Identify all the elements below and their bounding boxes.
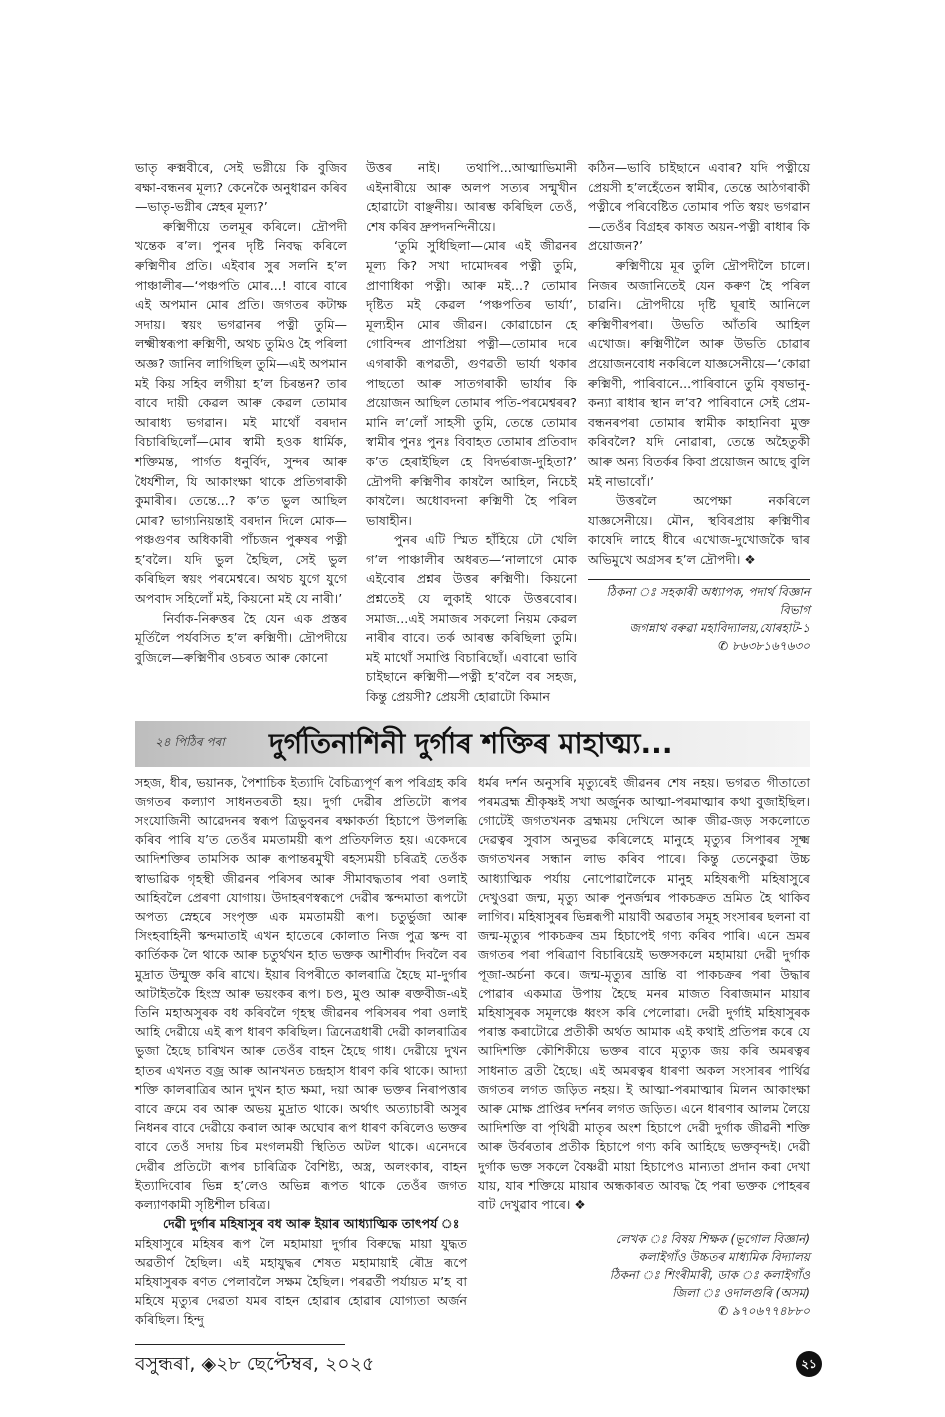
byline-line: জিলা ঃ ওদালগুৰি (অসম) xyxy=(672,1286,810,1301)
paragraph: ভাতৃ ৰুক্মবীৰে, সেই ভগ্নীয়ে কি বুজিব ৰক্ষা-বন্ধনৰ মূল্য? কেনেকৈ অনুধাৱন কৰিব—ভাতৃ-ভগ্নীৰ স্নেহৰ মূল্য?’ xyxy=(135,160,347,215)
byline-line: জগন্নাথ বৰুৱা মহাবিদ্যালয়,যোৰহাট-১ xyxy=(629,621,810,636)
magazine-page xyxy=(135,0,817,1417)
story1-column-3 xyxy=(588,158,810,655)
paragraph: ‘তুমি সুধিছিলা—মোৰ এই জীৱনৰ মূল্য কি? সখা দামোদৰৰ পত্নী তুমি, প্ৰাণাধিকা পত্নী। আৰু মই...? তোমাৰ দৃষ্টিত মই কেৱল ‘পঞ্চপতিৰ ভাৰ্যা’, মূল্যহীন মোৰ জীৱন। কোৱাচোন হে গোবিন্দৰ প্ৰাণপ্ৰিয়া পত্নী—তোমাৰ দৰে এগৰাকী ৰূপৱতী, গুণৱতী ভাৰ্যা থকাৰ পাছতো আৰু সাতগৰাকী ভাৰ্যাৰ কি প্ৰয়োজন আছিল তোমাৰ পতি-পৰমেশ্বৰৰ? মানি ল’লোঁ সাহসী তুমি, তেন্তে তোমাৰ স্বামীৰ পুনঃ পুনঃ বিবাহত তোমাৰ প্ৰতিবাদ ক’ত হেৰাইছিল হে বিদৰ্ভৰাজ-দুহিতা?’ দ্ৰৌপদী ৰুক্মিণীৰ কাষলৈ আহিল, নিচেই কাষলৈ। অধোবদনা ৰুক্মিণী হৈ পৰিল ভাষাহীন। xyxy=(366,238,577,528)
story1-column-1 xyxy=(135,158,347,667)
footer-publication-date: বসুন্ধৰা, ◈২৮ ছেপ্টেম্বৰ, ২০২৫ xyxy=(135,1352,375,1375)
byline-line: ঠিকনা ঃ শিংৰীমাৰী, ডাক ঃ কলাইগাঁও xyxy=(609,1268,810,1283)
paragraph: নিৰ্বাক-নিৰুত্তৰ হৈ যেন এক প্ৰস্তৰ মূৰ্তিলৈ পৰ্যবসিত হ’ল ৰুক্মিণী। দ্ৰৌপদীয়ে বুজিলে—ৰুক্মিণীৰ ওচৰত আৰু কোনো xyxy=(135,610,347,665)
story1-author-byline xyxy=(588,579,810,655)
paragraph: ৰুক্মিণীয়ে তলমূৰ কৰিলে। দ্ৰৌপদী খন্তেক ৰ’ল। পুনৰ দৃষ্টি নিবদ্ধ কৰিলে ৰুক্মিণীৰ প্ৰতি। এইবাৰ সুৰ সলনি হ’ল পাঞ্চালীৰ—‘পঞ্চপতি মোৰ...! বাৰে বাৰে এই অপমান মোৰ প্ৰতি। জগতৰ কটাক্ষ সদায়। স্বয়ং ভগৱানৰ পত্নী তুমি—লক্ষ্মীস্বৰূপা ৰুক্মিণী, অথচ তুমিও হৈ পৰিলা অজ্ঞ? জানিব লাগিছিল তুমি—এই অপমান মই কিয় সহিব লগীয়া হ’ল চিৰন্তন? তাৰ বাবে দায়ী কেৱল আৰু কেৱল তোমাৰ আৰাধ্য ভগৱান। মই মাথোঁ বৰদান বিচাৰিছিলোঁ—মোৰ স্বামী হওক ধাৰ্মিক, শক্তিমন্ত, পাৰ্গত ধনুৰ্বিদ, সুন্দৰ আৰু ধৈৰ্যশীল, যি আকাংক্ষা থাকে প্ৰতিগৰাকী কুমাৰীৰ। তেন্তে...? ক’ত ভুল আছিল মোৰ? ভাগ্যনিয়ন্তাই বৰদান দিলে মোক—পঞ্চগুণৰ অধিকাৰী পাঁচজন পুৰুষৰ পত্নী হ’বলৈ। যদি ভুল হৈছিল, সেই ভুল কৰিছিল স্বয়ং পৰমেশ্বৰে। অথচ যুগে যুগে অপবাদ সহিলোঁ মই, কিয়নো মই যে নাৰী।’ xyxy=(135,218,347,607)
story2-title: দুৰ্গতিনাশিনী দুৰ্গাৰ শক্তিৰ মাহাত্ম্য... xyxy=(269,726,673,760)
story2-column-2 xyxy=(478,773,810,1321)
paragraph: উত্তৰলৈ অপেক্ষা নকৰিলে যাজ্ঞসেনীয়ে। মৌন, স্থবিৰপ্ৰায় ৰুক্মিণীৰ কাষেদি লাহে ধীৰে এখোজ-দুখোজকৈ দ্বাৰ অভিমুখে অগ্ৰসৰ হ’ল দ্ৰৌপদী। ❖ xyxy=(588,493,810,567)
paragraph: সহজ, ধীৰ, ভয়ানক, পৈশাচিক ইত্যাদি বৈচিত্ৰ্যপূৰ্ণ ৰূপ পৰিগ্ৰহ কৰি জগতৰ কল্যাণ সাধনতৰতী হয়। দুৰ্গা দেৱীৰ প্ৰতিটো ৰূপৰ সংযোজিনী আৱেদনৰ স্বৰূপ ত্ৰিভুবনৰ ৰক্ষাকৰ্তা হিচাপে উপলব্ধি কৰিব পাৰি য’ত তেওঁৰ মমতাময়ী ৰূপ প্ৰতিফলিত হয়। একেদৰে আদিশক্তিৰ তামসিক আৰু ৰূপান্তৰমুখী ৰহস্যময়ী চৰিত্ৰই তেওঁক স্বাভাৱিক গৃহস্থী জীৱনৰ পৰিসৰ আৰু সীমাবদ্ধতাৰ পৰা ওলাই আহিবলৈ প্ৰেৰণা যোগায়। উদাহৰণস্বৰূপে দেৱীৰ স্কন্দমাতা ৰূপটো অপত্য স্নেহৰে সংপৃক্ত এক মমতাময়ী ৰূপ। চতুৰ্ভুজা আৰু সিংহবাহিনী স্কন্দমাতাই এখন হাতেৰে কোলাত নিজ পুত্ৰ স্কন্দ বা কাৰ্তিকক লৈ থাকে আৰু চতুৰ্থখন হাত ভক্তক আশীৰ্বাদ দিবলৈ বৰ মুদ্ৰাত উন্মুক্ত কৰি ৰাখে। ইয়াৰ বিপৰীতে কালৰাত্ৰি হৈছে মা-দুৰ্গাৰ আটাইতকৈ হিংস্ৰ আৰু ভয়ংকৰ ৰূপ। চণ্ড, মুণ্ড আৰু ৰক্তবীজ-এই তিনি মহাঅসুৰক বধ কৰিবলৈ গৃহস্থ জীৱনৰ পৰিসৰৰ পৰা ওলাই আহি দেৱীয়ে এই ৰূপ ধাৰণ কৰিছিল। ত্ৰিনেত্ৰধাৰী দেৱী কালৰাত্ৰিৰ ভুজা হৈছে চাৰিখন আৰু তেওঁৰ বাহন হৈছে গাধ। দেৱীয়ে দুখন হাতৰ এখনত বজ্ৰ আৰু আনখনত চন্দ্ৰহাস ধাৰণ কৰি থাকে। আদ্যা শক্তি কালৰাত্ৰিৰ আন দুখন হাত ক্ষমা, দয়া আৰু ভক্তৰ নিৰাপত্তাৰ বাবে ক্ৰমে বৰ আৰু অভয় মুদ্ৰাত থাকে। অৰ্থাৎ অত্যাচাৰী অসুৰ নিধনৰ বাবে দেৱীয়ে কৰাল আৰু অঘোৰ ৰূপ ধাৰণ কৰিলেও ভক্তৰ বাবে তেওঁ সদায় চিৰ মংগলময়ী স্থিতিত অটল থাকে। এনেদৰে দেৱীৰ প্ৰতিটো ৰূপৰ চাৰিত্ৰিক বৈশিষ্ট্য, অস্ত্ৰ, অলংকাৰ, বাহন ইত্যাদিবোৰ ভিন্ন হ’লেও অভিন্ন ৰূপত থাকে তেওঁৰ জগত কল্যাণকামী সৃষ্টিশীল চৰিত্ৰ। xyxy=(135,774,467,1213)
story1 xyxy=(135,158,810,707)
paragraph: উত্তৰ নাই। তথাপি...আত্মাভিমানী এইনাৰীয়ে আৰু অলপ সত্যৰ সন্মুখীন হোৱাটো বাঞ্ছনীয়। আৰম্ভ কৰিছিল তেওঁ, শেষ কৰিব দ্ৰুপদনন্দিনীয়ে। xyxy=(366,160,577,234)
paragraph: পুনৰ এটি স্মিত হাঁহিয়ে ঢৌ খেলি গ’ল পাঞ্চালীৰ অধৰত—‘নালাগে মোক এইবোৰ প্ৰশ্নৰ উত্তৰ ৰুক্মিণী। কিয়নো প্ৰশ্নতেই যে লুকাই থাকে উত্তৰবোৰ। সমাজ...এই সমাজৰ সকলো নিয়ম কেৱল নাৰীৰ বাবে। তৰ্ক আৰম্ভ কৰিছিলা তুমি। মই মাথোঁ সমাপ্তি বিচাৰিছোঁ। এবাৰো ভাবি চাইছানে ৰুক্মিণী—পত্নী হ’বলৈ বৰ সহজ, কিন্তু প্ৰেয়সী? প্ৰেয়সী হোৱাটো কিমান xyxy=(366,532,577,705)
story2-title-banner xyxy=(135,721,810,767)
page-footer xyxy=(135,1344,817,1377)
paragraph: মহিষাসুৰে মহিষৰ ৰূপ লৈ মহামায়া দুৰ্গাৰ বিৰুদ্ধে মায়া যুদ্ধত অৱতীৰ্ণ হৈছিল। এই মহাযুদ্ধৰ শেষত মহামায়াই ৰৌদ্ৰ ৰূপে মহিষাসুৰক ৰণত পেলাবলৈ সক্ষম হৈছিল। পৰৱৰ্তী পৰ্যায়ত ম’হ বা মহিষে মৃত্যুৰ দেৱতা যমৰ বাহন হোৱাৰ হোৱাৰ যোগ্যতা অৰ্জন কৰিছিল। হিন্দু xyxy=(135,1235,467,1328)
byline-line: ঠিকনা ঃ সহকাৰী অধ্যাপক, পদাৰ্থ বিজ্ঞান বিভাগ xyxy=(606,585,810,618)
subheading: দেৱী দুৰ্গাৰ মহিষাসুৰ বধ আৰু ইয়াৰ আধ্যাত্মিক তাৎপৰ্য ঃ xyxy=(163,1216,460,1232)
story1-column-2 xyxy=(366,158,577,707)
page-number: ২১ xyxy=(796,1351,822,1377)
byline-phone: ✆ ৮৬৩৮১৬৭৬৩০ xyxy=(718,639,810,654)
paragraph: ৰুক্মিণীয়ে মূৰ তুলি দ্ৰৌপদীলৈ চালে। নিজৰ অজানিতেই যেন কৰুণ হৈ পৰিল চাৱনি। দ্ৰৌপদীয়ে দৃষ্টি ঘূৰাই আনিলে ৰুক্মিণীৰপৰা। উভতি আঁতৰি আহিল এখোজ। ৰুক্মিণীলৈ আৰু উভতি চোৱাৰ প্ৰয়োজনবোধ নকৰিলে যাজ্ঞসেনীয়ে—‘কোৱা ৰুক্মিণী, পাৰিবানে...পাৰিবানে তুমি বৃষভানু-কন্যা ৰাধাৰ স্থান ল’ব? পাৰিবানে সেই প্ৰেম-বন্ধনৰপৰা তোমাৰ স্বামীক কাহানিবা মুক্ত কৰিবলৈ? যদি নোৱাৰা, তেন্তে অহৈতুকী আৰু অন্য বিতৰ্কৰ কিবা প্ৰয়োজন আছে বুলি মই নাভাবোঁ।’ xyxy=(588,257,810,489)
byline-line: লেখক ঃ বিষয় শিক্ষক (ভূগোল বিজ্ঞান) xyxy=(615,1232,810,1247)
paragraph: ধৰ্মৰ দৰ্শন অনুসৰি মৃত্যুৰেই জীৱনৰ শেষ নহয়। ভগৱত গীতাতো পৰমব্ৰহ্ম শ্ৰীকৃষ্ণই সখা অৰ্জুনক আত্মা-পৰমাত্মাৰ কথা বুজাইছিল। গোটেই জগতখনক ব্ৰহ্মময় দেখিলে আৰু জীৱ-জড় সকলোতে দেৱত্বৰ সুবাস অনুভৱ কৰিলেহে মানুহে মৃত্যুৰ সিপাৰৰ সূক্ষ্ম জগতখনৰ সন্ধান লাভ কৰিব পাৰে। কিন্তু তেনেকুৱা উচ্চ আধ্যাত্মিক পৰ্যায় নোপোৱালৈকে মানুহ মহিষৰূপী মহিষাসুৰে দেখুওৱা জন্ম, মৃত্যু আৰু পুনৰ্জন্মৰ পাকচক্ৰত ভ্ৰমিত হৈ থাকিব লাগিব। মহিষাসুৰৰ ভিন্নৰূপী মায়াবী অৱতাৰ সমূহ সংসাৰৰ ছলনা বা জন্ম-মৃত্যুৰ পাকচক্ৰৰ ভ্ৰম হিচাপেই গণ্য কৰিব পাৰি। এনে ভ্ৰমৰ জগতৰ পৰা পৰিত্ৰাণ বিচাৰিয়েই ভক্তসকলে মহামায়া দেৱী দুৰ্গাক পূজা-অৰ্চনা কৰে। জন্ম-মৃত্যুৰ ভ্ৰান্তি বা পাকচক্ৰৰ পৰা উদ্ধাৰ পোৱাৰ একমাত্ৰ উপায় হৈছে মনৰ মাজত বিৰাজমান মায়াৰ মহিষাসুৰক সমূলঞ্চে ধ্বংস কৰি পেলোৱা। দেৱী দুৰ্গাই মহিষাসুৰক পৰাস্ত কৰাটোৱে প্ৰতীকী অৰ্থত আমাক এই কথাই প্ৰতিপন্ন কৰে যে আদিশক্তি কৌশিকীয়ে ভক্তৰ বাবে মৃত্যুক জয় কৰি অমৰত্বৰ সাধনাত ব্ৰতী হৈছে। এই অমৰত্বৰ ধাৰণা অকল সংসাৰৰ পাৰ্থিৱ জগতৰ লগত জড়িত নহয়। ই আত্মা-পৰমাত্মাৰ মিলন আকাংক্ষা আৰু মোক্ষ প্ৰাপ্তিৰ দৰ্শনৰ লগত জড়িত। এনে ধাৰণাৰ আলম লৈয়ে আদিশক্তি বা পৃথিৱী মাতৃৰ অংশ হিচাপে দেৱী দুৰ্গাক জীৱনী শক্তি আৰু উৰ্বৰতাৰ প্ৰতীক হিচাপে গণ্য কৰি আহিছে ভক্তবৃন্দই। দেৱী দুৰ্গাক ভক্ত সকলে বৈষ্ণৱী মায়া হিচাপেও মান্যতা প্ৰদান কৰা দেখা যায়, যাৰ শক্তিয়ে মায়াৰ অন্ধকাৰত আবদ্ধ হৈ পৰা ভক্তক পোহৰৰ বাট দেখুৱাব পাৰে। ❖ xyxy=(478,774,810,1213)
byline-phone: ✆ ৯৭০৬৭৭৪৮৮০ xyxy=(718,1304,810,1319)
footer-divider xyxy=(135,1344,375,1377)
story2 xyxy=(135,773,810,1330)
paragraph: কঠিন—ভাবি চাইছানে এবাৰ? যদি পত্নীয়ে প্ৰেয়সী হ’লহেঁতেন স্বামীৰ, তেন্তে আঠগৰাকী পত্নীৰে পৰিবেষ্টিত তোমাৰ পতি স্বয়ং ভগৱান—তেওঁৰ বিগ্ৰহৰ কাষত অয়ন-পত্নী ৰাধাৰ কি প্ৰয়োজন?’ xyxy=(588,160,810,254)
byline-line: কলাইগাঁও উচ্চতৰ মাধ্যমিক বিদ্যালয় xyxy=(638,1250,810,1265)
story2-column-1 xyxy=(135,773,467,1330)
continued-from-label: ২৪ পিঠিৰ পৰা xyxy=(155,734,225,749)
story2-author-byline xyxy=(478,1230,810,1320)
